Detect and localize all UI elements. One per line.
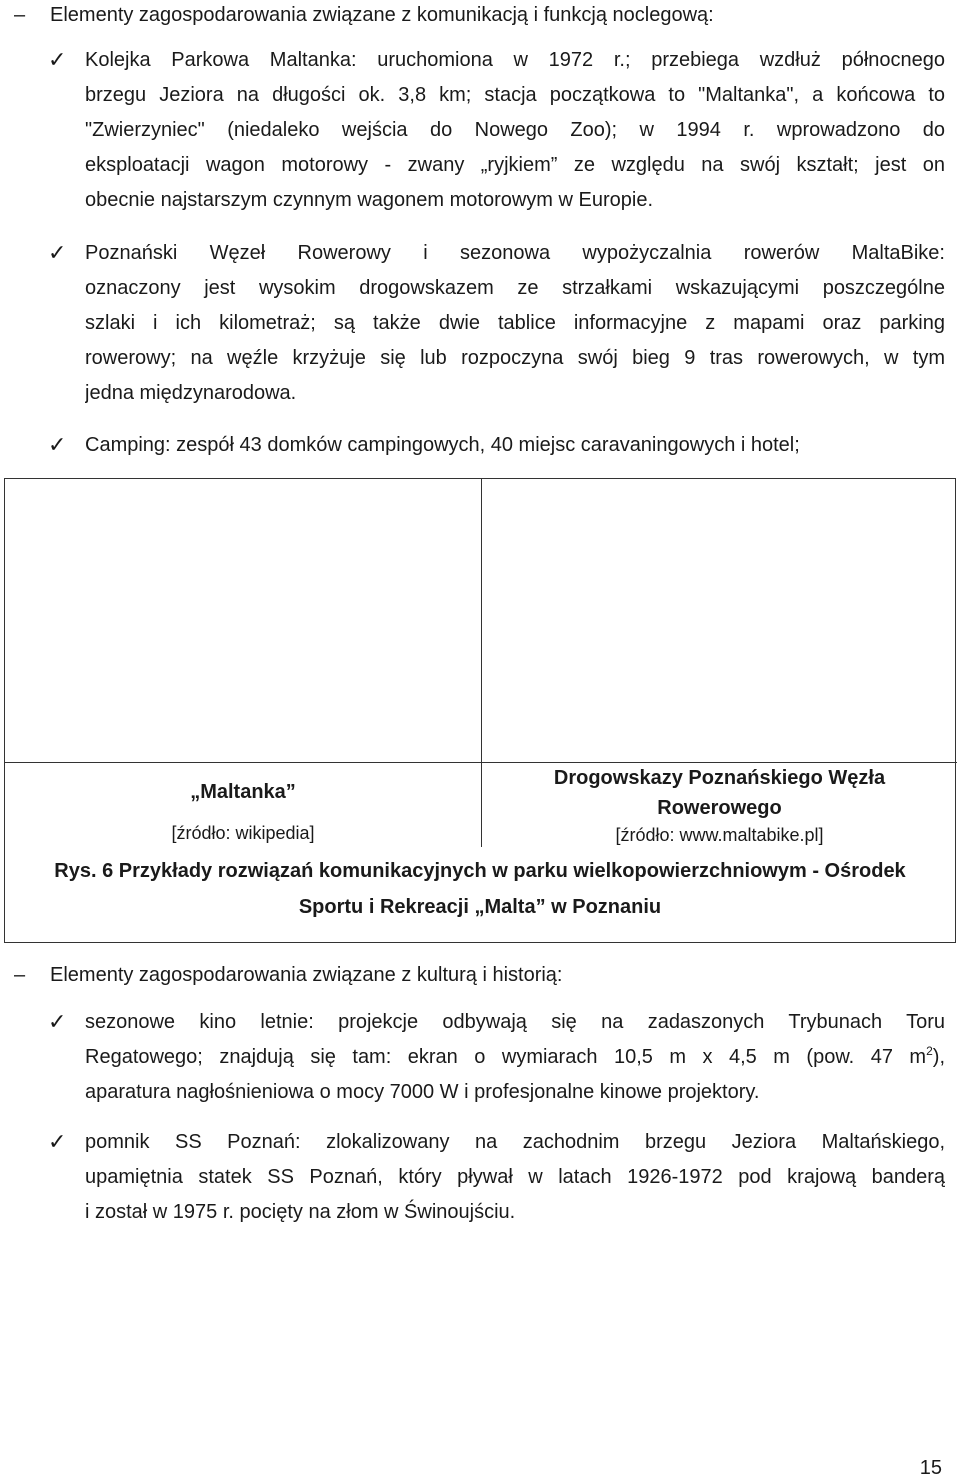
text-span: Regatowego; znajdują się tam: ekran o wymiarach 10,5 m x 4,5 m (pow. 47 m: [85, 1046, 927, 1068]
list-item: [85, 1005, 945, 1110]
text-line: sezonowe kino letnie: projekcje odbywają się na zadaszonych Trybunach Toru: [85, 1011, 945, 1033]
text-line: obecnie najstarszym czynnym wagonem motorowym w Europie.: [85, 189, 653, 211]
figure-title: „Maltanka”: [190, 781, 296, 803]
text-line: aparatura nagłośnieniowa o mocy 7000 W i profesjonalne kinowe projektory.: [85, 1081, 760, 1103]
text-line: i został w 1975 r. pocięty na złom w Świnoujściu.: [85, 1201, 516, 1223]
caption-line: Sportu i Rekreacji „Malta” w Poznaniu: [298, 896, 662, 918]
checkmark-icon: ✓: [48, 48, 67, 73]
text-line: upamiętnia statek SS Poznań, który pływał w latach 1926-1972 pod krajową banderą: [85, 1166, 945, 1188]
text-line: Kolejka Parkowa Maltanka: uruchomiona w 1972 r.; przebiega wzdłuż północnego: [85, 49, 945, 71]
section-heading: Elementy zagospodarowania związane z komunikacją i funkcją noclegową:: [50, 4, 714, 26]
list-item: [85, 43, 945, 218]
figure-source: [źródło: wikipedia]: [171, 823, 315, 843]
maltanka-photo: [5, 479, 481, 762]
text-line: pomnik SS Poznań: zlokalizowany na zachodnim brzegu Jeziora Maltańskiego,: [85, 1131, 945, 1153]
signpost-photo: [481, 479, 957, 762]
text-line: szlaki i ich kilometraż; są także dwie tablice informacyjne z mapami oraz parking: [85, 312, 945, 334]
text-line: Camping: zespół 43 domków campingowych, 40 miejsc caravaningowych i hotel;: [85, 434, 800, 456]
text-span: ),: [932, 1046, 945, 1068]
figure-title: Drogowskazy Poznańskiego Węzła: [553, 767, 886, 789]
figure-title: Rowerowego: [657, 797, 782, 819]
checkmark-icon: ✓: [48, 1010, 67, 1035]
text-line: Poznański Węzeł Rowerowy i sezonowa wypożyczalnia rowerów MaltaBike:: [85, 242, 945, 264]
text-line: jedna międzynarodowa.: [85, 382, 297, 404]
list-dash: –: [14, 964, 26, 986]
text-line: rowerowy; na węźle krzyżuje się lub rozpoczyna swój bieg 9 tras rowerowych, w tym: [85, 347, 945, 369]
checkmark-icon: ✓: [48, 433, 67, 458]
text-line: "Zwierzyniec" (niedaleko wejścia do Nowego Zoo); w 1994 r. wprowadzono do: [85, 119, 945, 141]
figure-cell-left: [5, 762, 481, 847]
text-line: eksploatacji wagon motorowy - zwany „ryjkiem” ze względu na swój kształt; jest on: [85, 154, 945, 176]
section-heading: Elementy zagospodarowania związane z kulturą i historią:: [50, 964, 563, 986]
superscript: 2: [926, 1044, 933, 1058]
figure: [4, 478, 956, 943]
figure-source: [źródło: www.maltabike.pl]: [615, 825, 824, 845]
caption-line: Rys. 6 Przykłady rozwiązań komunikacyjnych w parku wielkopowierzchniowym - Ośrodek: [54, 860, 906, 882]
list-item: [85, 1125, 945, 1230]
checkmark-icon: ✓: [48, 241, 67, 266]
text-line: brzegu Jeziora na długości ok. 3,8 km; stacja początkowa to "Maltanka", a końcowa to: [85, 84, 945, 106]
checkmark-icon: ✓: [48, 1130, 67, 1155]
figure-cell-right: [481, 762, 957, 847]
figure-caption: [5, 853, 955, 925]
list-dash: –: [14, 4, 26, 26]
list-item: [85, 428, 945, 463]
list-item: [85, 236, 945, 411]
text-line: [85, 1040, 945, 1075]
page-number: 15: [919, 1457, 942, 1479]
text-line: oznaczony jest wysokim drogowskazem ze strzałkami wskazującymi poszczególne: [85, 277, 945, 299]
